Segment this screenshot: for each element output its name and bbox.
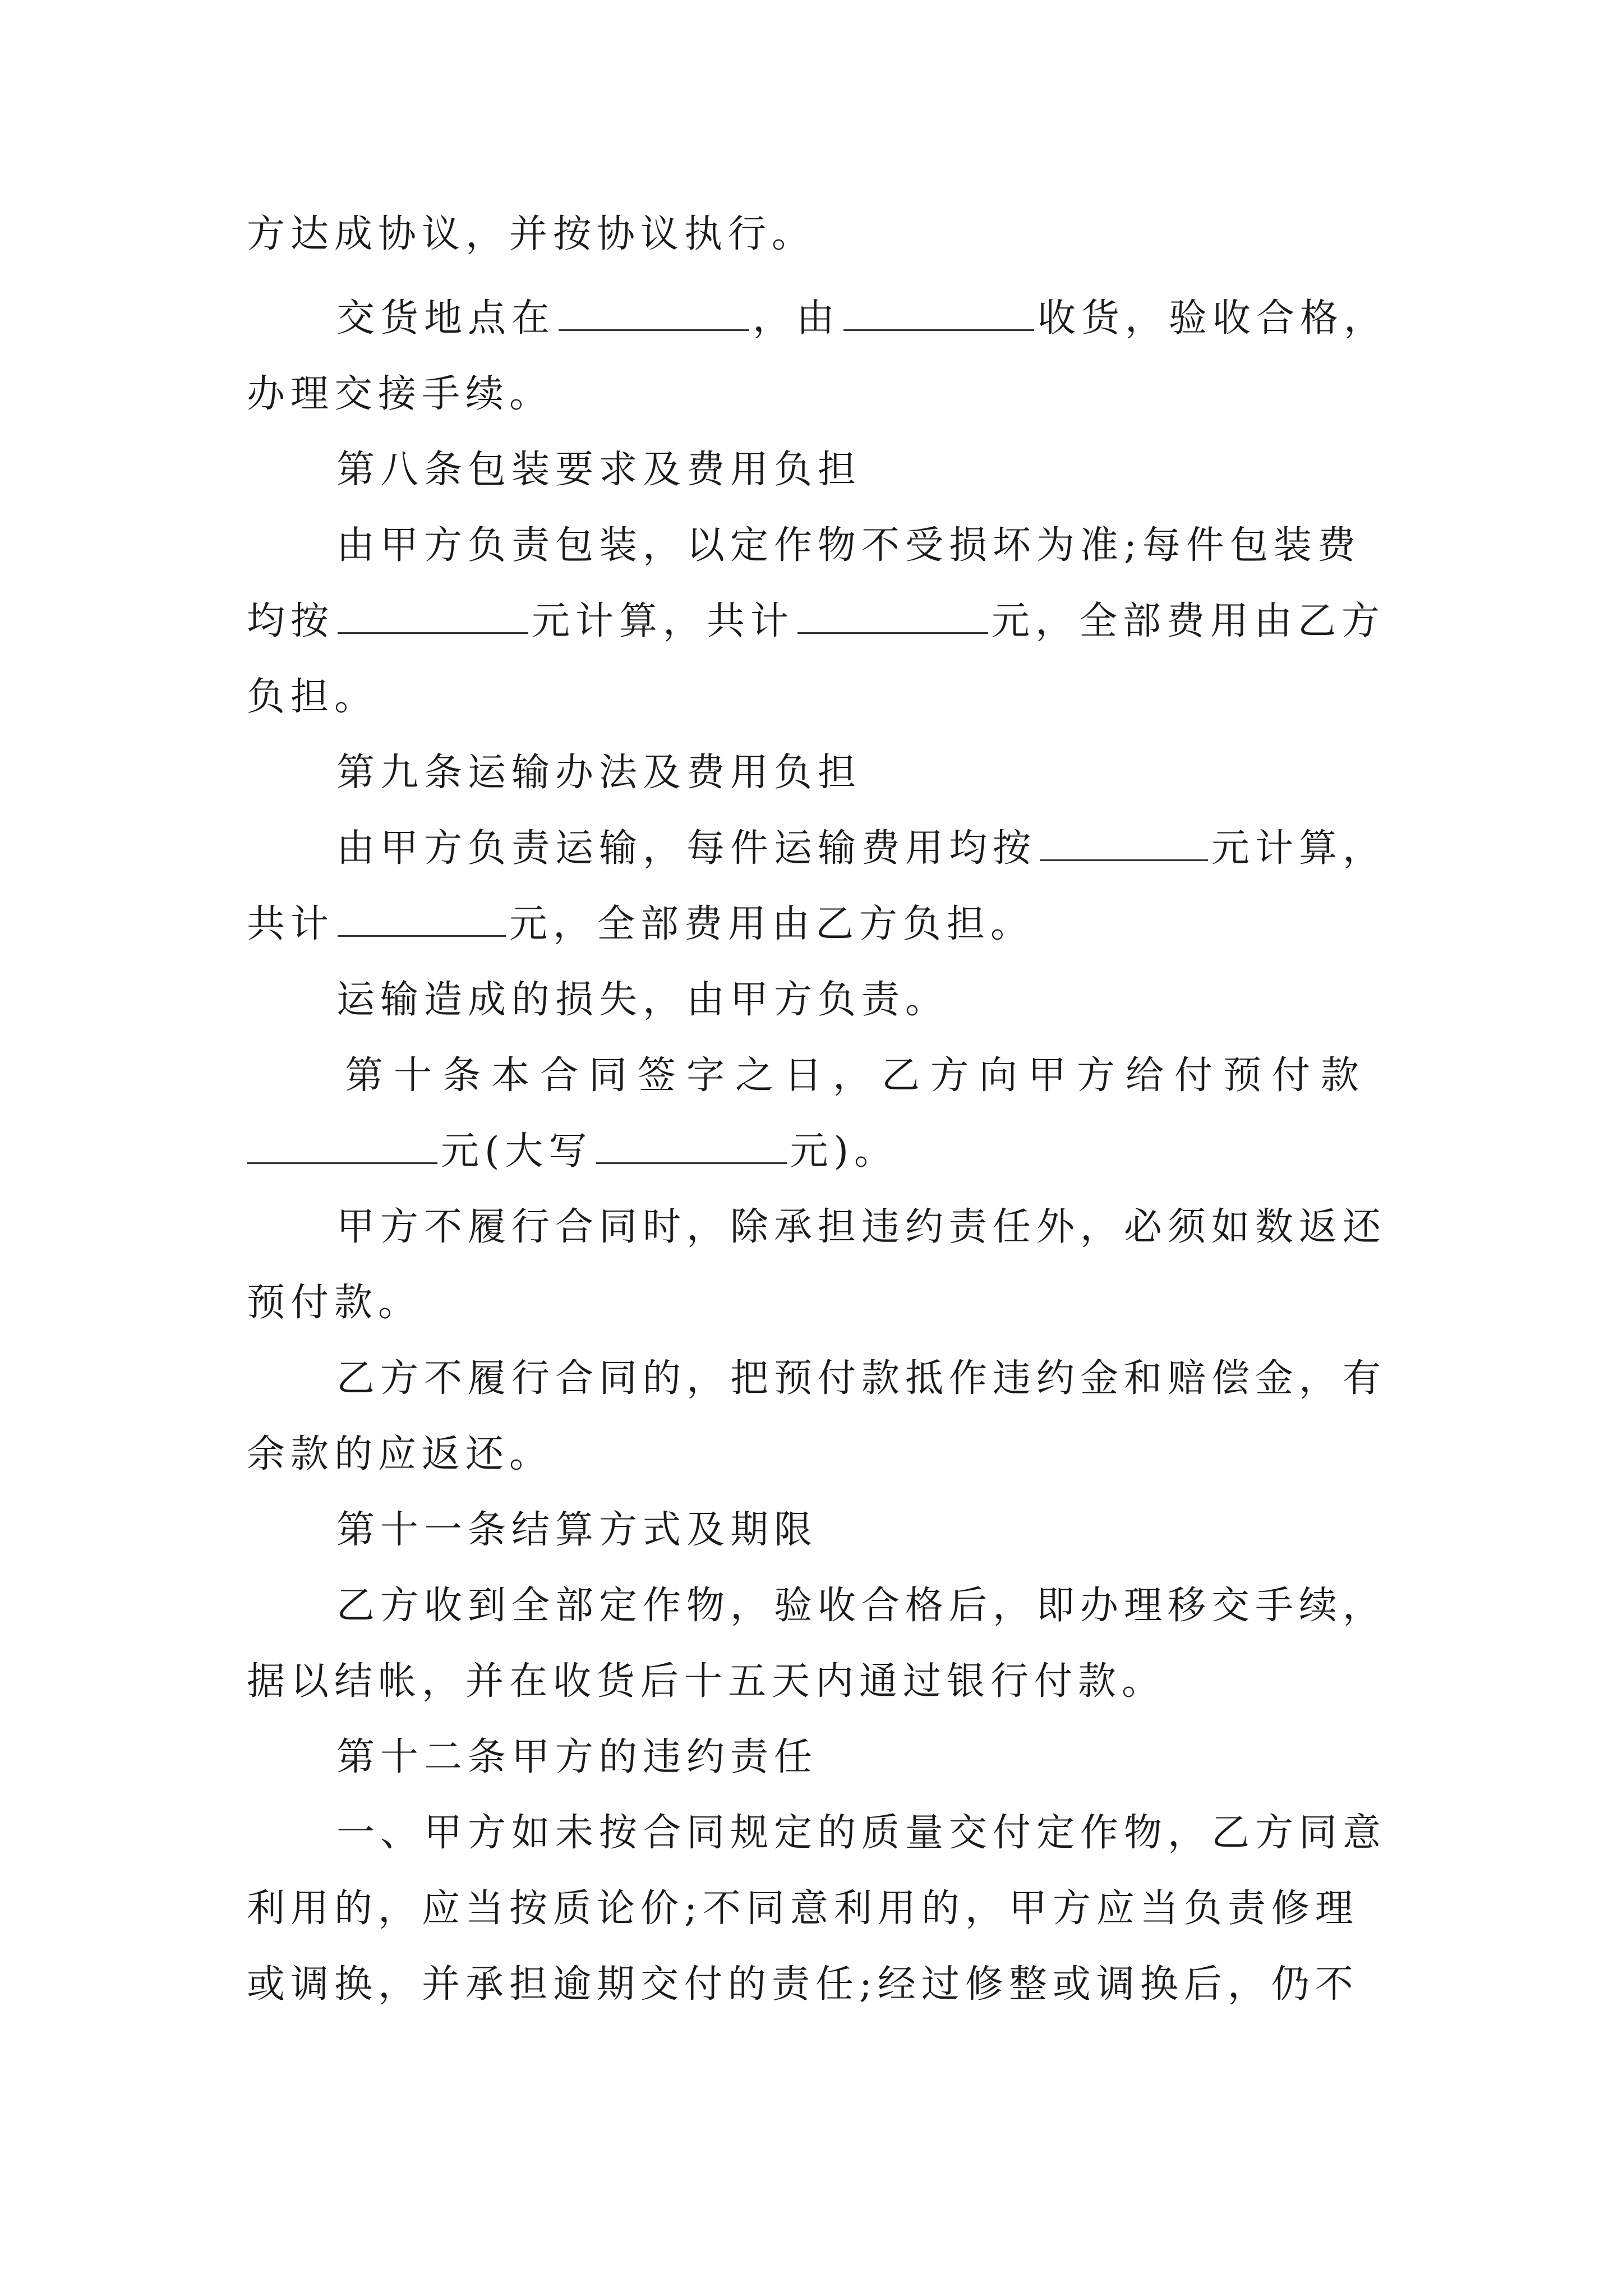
fill-blank [338, 899, 506, 937]
text-line [336, 519, 1361, 573]
text: 元，全部费用由乙方 [992, 599, 1386, 643]
fill-blank [338, 596, 528, 634]
text-line [247, 1428, 553, 1481]
fill-blank [596, 1126, 787, 1164]
text: 元(大写 [441, 1129, 593, 1174]
text: 或调换，并承担逾期交付的责任;经过修整或调换后，仍不 [247, 1962, 1359, 2007]
fill-blank [247, 1126, 437, 1164]
text-line [247, 595, 1385, 648]
text: 据以结帐，并在收货后十五天内通过银行付款。 [247, 1659, 1166, 1704]
text-line [247, 670, 378, 724]
text-line [247, 208, 815, 261]
text: 元计算，共计 [532, 599, 795, 643]
section-heading [336, 1731, 818, 1784]
text: 办理交接手续。 [247, 372, 554, 416]
text: 第十条本合同签字之日，乙方向甲方给付预付款 [345, 1053, 1370, 1098]
text: 由甲方负责包装，以定作物不受损坏为准;每件包装费 [336, 523, 1361, 568]
text-line [247, 1958, 1359, 2012]
text: 预付款。 [247, 1281, 422, 1325]
text-line [247, 367, 553, 421]
section-heading [336, 1503, 818, 1557]
fill-blank [1040, 823, 1208, 861]
text-line [336, 1806, 1386, 1860]
text-line [247, 1125, 898, 1179]
text-line [336, 1579, 1386, 1633]
text: 方达成协议，并按协议执行。 [247, 212, 816, 256]
text-line [247, 1276, 422, 1330]
text: 第十一条结算方式及期限 [336, 1508, 818, 1552]
text: ，由 [753, 296, 841, 341]
text: 余款的应返还。 [247, 1432, 554, 1476]
text: 元计算， [1211, 826, 1387, 871]
text-line [336, 1352, 1386, 1406]
text: 由甲方负责运输，每件运输费用均按 [336, 826, 1037, 871]
text: 交货地点在 [336, 296, 556, 341]
section-heading [345, 1049, 1370, 1103]
text: 第九条运输办法及费用负担 [336, 751, 862, 795]
text: 负担。 [247, 675, 379, 719]
text-line [336, 973, 949, 1027]
fill-blank [843, 293, 1034, 331]
text: 甲方不履行合同时，除承担违约责任外，必须如数返还 [336, 1205, 1387, 1249]
text-line [336, 292, 1387, 346]
text-line [247, 1655, 1165, 1709]
text: 第十二条甲方的违约责任 [336, 1735, 818, 1779]
text: 共计 [247, 902, 335, 946]
text: 均按 [247, 599, 335, 643]
text: 乙方收到全部定作物，验收合格后，即办理移交手续， [336, 1584, 1387, 1628]
text: 利用的，应当按质论价;不同意利用的，甲方应当负责修理 [247, 1887, 1359, 1931]
fill-blank [559, 293, 749, 331]
text-line [247, 1882, 1359, 1936]
text: 元，全部费用由乙方负担。 [509, 902, 1035, 946]
section-heading [336, 746, 861, 800]
text-line [336, 1200, 1386, 1254]
text: 元)。 [790, 1129, 898, 1174]
text-line [247, 898, 1034, 951]
text: 运输造成的损失，由甲方负责。 [336, 978, 949, 1022]
text: 一、甲方如未按合同规定的质量交付定作物，乙方同意 [336, 1811, 1387, 1855]
text-line [336, 822, 1386, 876]
text: 第八条包装要求及费用负担 [336, 448, 862, 492]
text: 乙方不履行合同的，把预付款抵作违约金和赔偿金，有 [336, 1356, 1387, 1401]
section-heading [336, 443, 861, 497]
fill-blank [797, 596, 988, 634]
text: 收货，验收合格， [1038, 296, 1388, 341]
